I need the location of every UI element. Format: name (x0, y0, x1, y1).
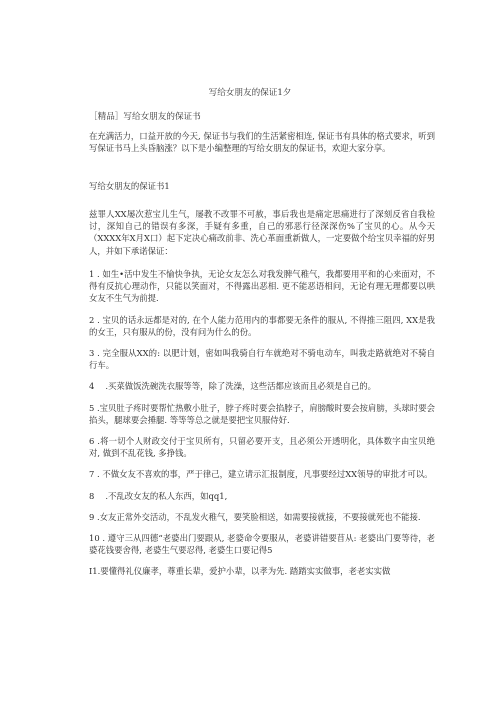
document-subtitle: ［精品］写给女朋友的保证书 (89, 112, 201, 122)
list-item: 1 . 如生•活中发生不愉快争执，无论女友怎么对我发脾气稚气，我都要用平和的心来面对，不得有反抗心理动作，只能以笑面对，不得露出恶相. 更不能恶语相问，无论有理无理都要以哄女友不生气为前提. (89, 269, 435, 304)
list-item: 10 . 遵守三从四德“老婆出门要跟从, 老婆命令要服从，老婆讲错要苜从: 老婆出门要等待，老婆花钱要舍得, 老婆生气要忍得, 老婆生口要记得5 (89, 533, 435, 556)
document-title: 写给女朋友的保证1夕 (208, 88, 292, 98)
list-item: 9 .女友正常外交活动，不乱发火稚气，要笑脸相送，如需要接就接，不要接就死也不能接. (89, 511, 421, 522)
pledge-list (89, 268, 435, 578)
list-item: 8 .不乱改女友的私人东西，如qq1, (89, 490, 228, 501)
list-item: 3 . 完全服从XX的: 以肥计划，密如叫我骑自行车就绝对不骑电动车，叫我走路就绝对不骑自行车。 (89, 348, 435, 371)
intro-paragraph: 在充满活力，口益开放的今天, 保证书与我们的生活紧密相连, 保证书有具体的格式要求，听到写保证书马上头昏脑涨？以下是小编整理的写给女朋友的保证书，欢迎大家分享。 (89, 131, 435, 154)
list-item: 2 . 宝贝的话永远都是对的, 在个人能力范用内的事都要无条件的服从, 不得推三阻四, XX是我的女王，只有服从的份，没有问为什么的份。 (89, 314, 435, 337)
section-heading: 写给女朋友的保证书1 (89, 181, 170, 191)
opening-paragraph: 兹罪人XX屡次惹宝儿生气，屡教不改罪不可赦，事后我也是痛定思痛进行了深刻反省自我检讨，深知自己的错误有多深，手疑有多重，自己的邪恶行径深深伤%了宝贝的心。从今天（XXXX年X月X口）起下定决心痛改前非、洗心革面重新做人，一定要做个给宝贝幸福的好男人，并如下承诺保证： (89, 209, 435, 256)
list-item: 4 .买菜做饭洗碗洗衣服等等，除了洗澡，这些活都应该而且必须是自己的。 (89, 381, 377, 392)
list-item: I1.要懂得礼仪廉孝，尊重长辈，爱护小辈，以孝为先. 踏踏实实做事，老老实实做 (89, 566, 391, 577)
list-item: 5 .宝贝肚子疼时要帮忙热敷小肚子，脖子疼时要会掐脖子，肩膀酸时要会按肩膀，头球时要会掐头，腿球要会捶腿. 等等等总之就是要把宝贝服侍好. (89, 402, 435, 425)
list-item: 6 .将一切个人财政交付于宝贝所有，只留必要开支，且必须公开透明化，具体数字由宝贝绝对, 做到不乱花钱, 多挣钱。 (89, 436, 435, 459)
list-item: 7 . 不做女友不喜欢的事，严于律己，建立请示汇报制度，凡事要经过XX领导的审批才可以。 (89, 469, 433, 480)
